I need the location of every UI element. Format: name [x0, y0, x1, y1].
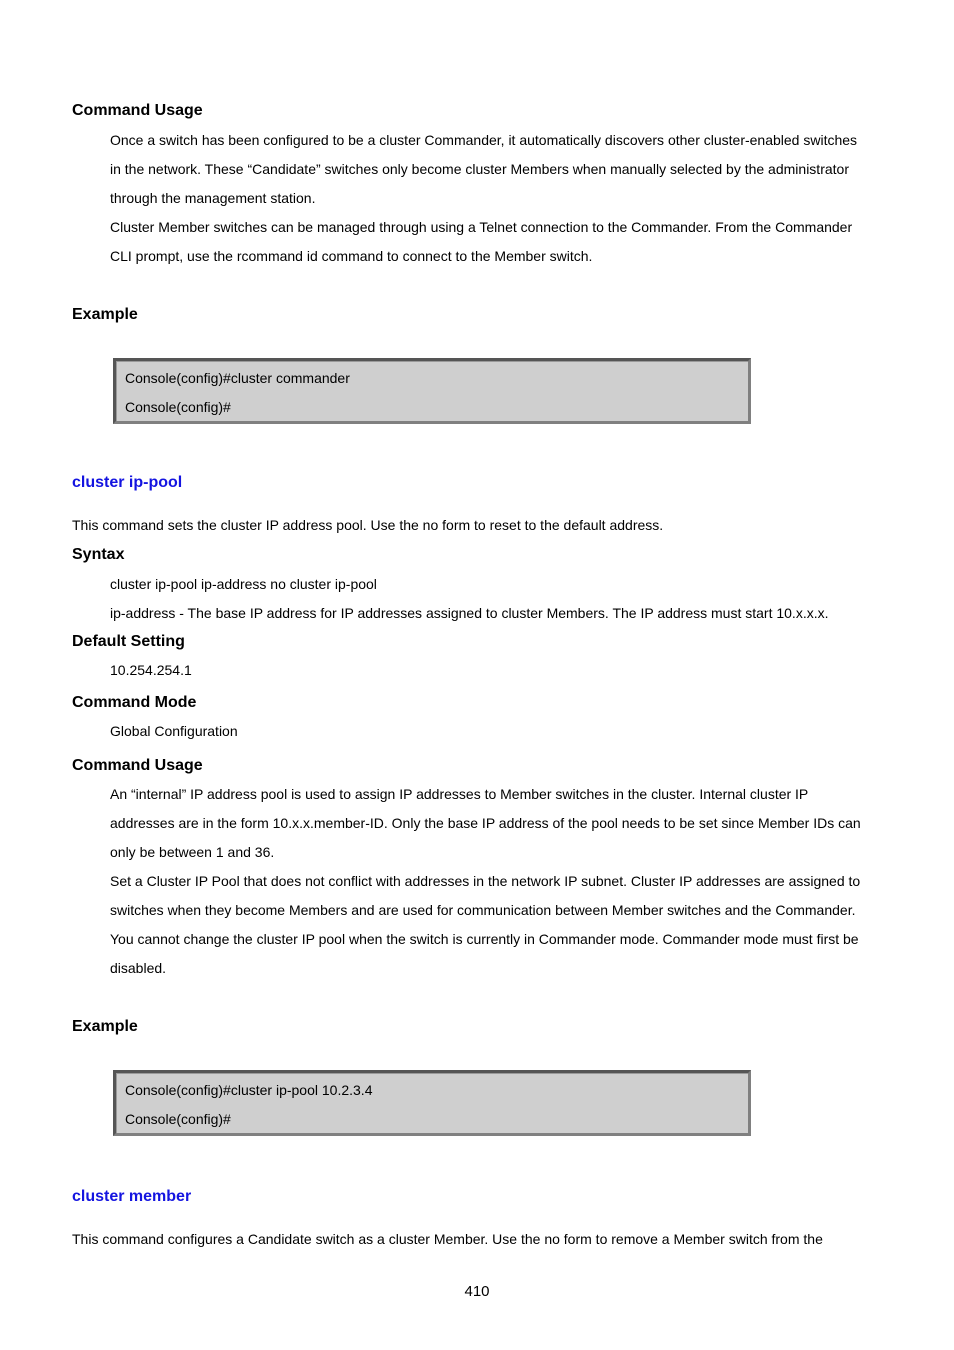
- syntax-text: [110, 570, 829, 628]
- section-title-cluster-member: cluster member: [72, 1188, 192, 1205]
- command-mode-value: Global Configuration: [110, 723, 238, 739]
- default-setting-value: 10.254.254.1: [110, 662, 192, 678]
- text-line: ip-address - The base IP address for IP addresses assigned to cluster Members. The IP address must start 10.x.x.x.: [110, 605, 829, 621]
- text-line: through the management station.: [110, 190, 316, 206]
- text-line: in the network. These “Candidate” switches only become cluster Members when manually selected by the administrator: [110, 161, 849, 177]
- text-line: only be between 1 and 36.: [110, 844, 275, 860]
- text-line: disabled.: [110, 960, 167, 976]
- text-line: switches when they become Members and are used for communication between Member switches and the Commander.: [110, 902, 856, 918]
- text-line: Once a switch has been configured to be a cluster Commander, it automatically discovers other cluster-enabled switches: [110, 132, 858, 148]
- example-heading: Example: [72, 306, 138, 323]
- code-line: Console(config)#cluster commander: [125, 370, 350, 386]
- text-line: An “internal” IP address pool is used to assign IP addresses to Member switches in the cluster. Internal cluster IP: [110, 786, 809, 802]
- example-heading: Example: [72, 1018, 138, 1035]
- code-line: Console(config)#: [125, 1111, 231, 1127]
- code-example-box: [113, 1070, 751, 1136]
- text-line: CLI prompt, use the rcommand id command to connect to the Member switch.: [110, 248, 593, 264]
- text-line: cluster ip-pool ip-address no cluster ip-pool: [110, 576, 377, 592]
- command-usage-heading: Command Usage: [72, 757, 203, 774]
- code-line: Console(config)#cluster ip-pool 10.2.3.4: [125, 1082, 373, 1098]
- command-mode-heading: Command Mode: [72, 694, 197, 711]
- code-line: Console(config)#: [125, 399, 231, 415]
- section-title-cluster-ip-pool: cluster ip-pool: [72, 474, 183, 491]
- text-line: You cannot change the cluster IP pool when the switch is currently in Commander mode. Commander mode must first be: [110, 931, 859, 947]
- page-number: 410: [464, 1283, 490, 1300]
- code-example-box: [113, 358, 751, 424]
- syntax-heading: Syntax: [72, 546, 125, 563]
- text-line: Cluster Member switches can be managed through using a Telnet connection to the Commander. From the Commander: [110, 219, 853, 235]
- default-setting-heading: Default Setting: [72, 633, 185, 650]
- section-description: This command sets the cluster IP address pool. Use the no form to reset to the default address.: [72, 517, 664, 533]
- text-line: addresses are in the form 10.x.x.member-ID. Only the base IP address of the pool needs to be set since Member IDs can: [110, 815, 861, 831]
- text-line: Set a Cluster IP Pool that does not conflict with addresses in the network IP subnet. Cluster IP addresses are assigned to: [110, 873, 861, 889]
- command-usage-text: [110, 780, 861, 983]
- command-usage-heading: Command Usage: [72, 102, 203, 119]
- command-usage-text: [110, 126, 857, 271]
- section-description: This command configures a Candidate switch as a cluster Member. Use the no form to remove a Member switch from the: [72, 1231, 823, 1247]
